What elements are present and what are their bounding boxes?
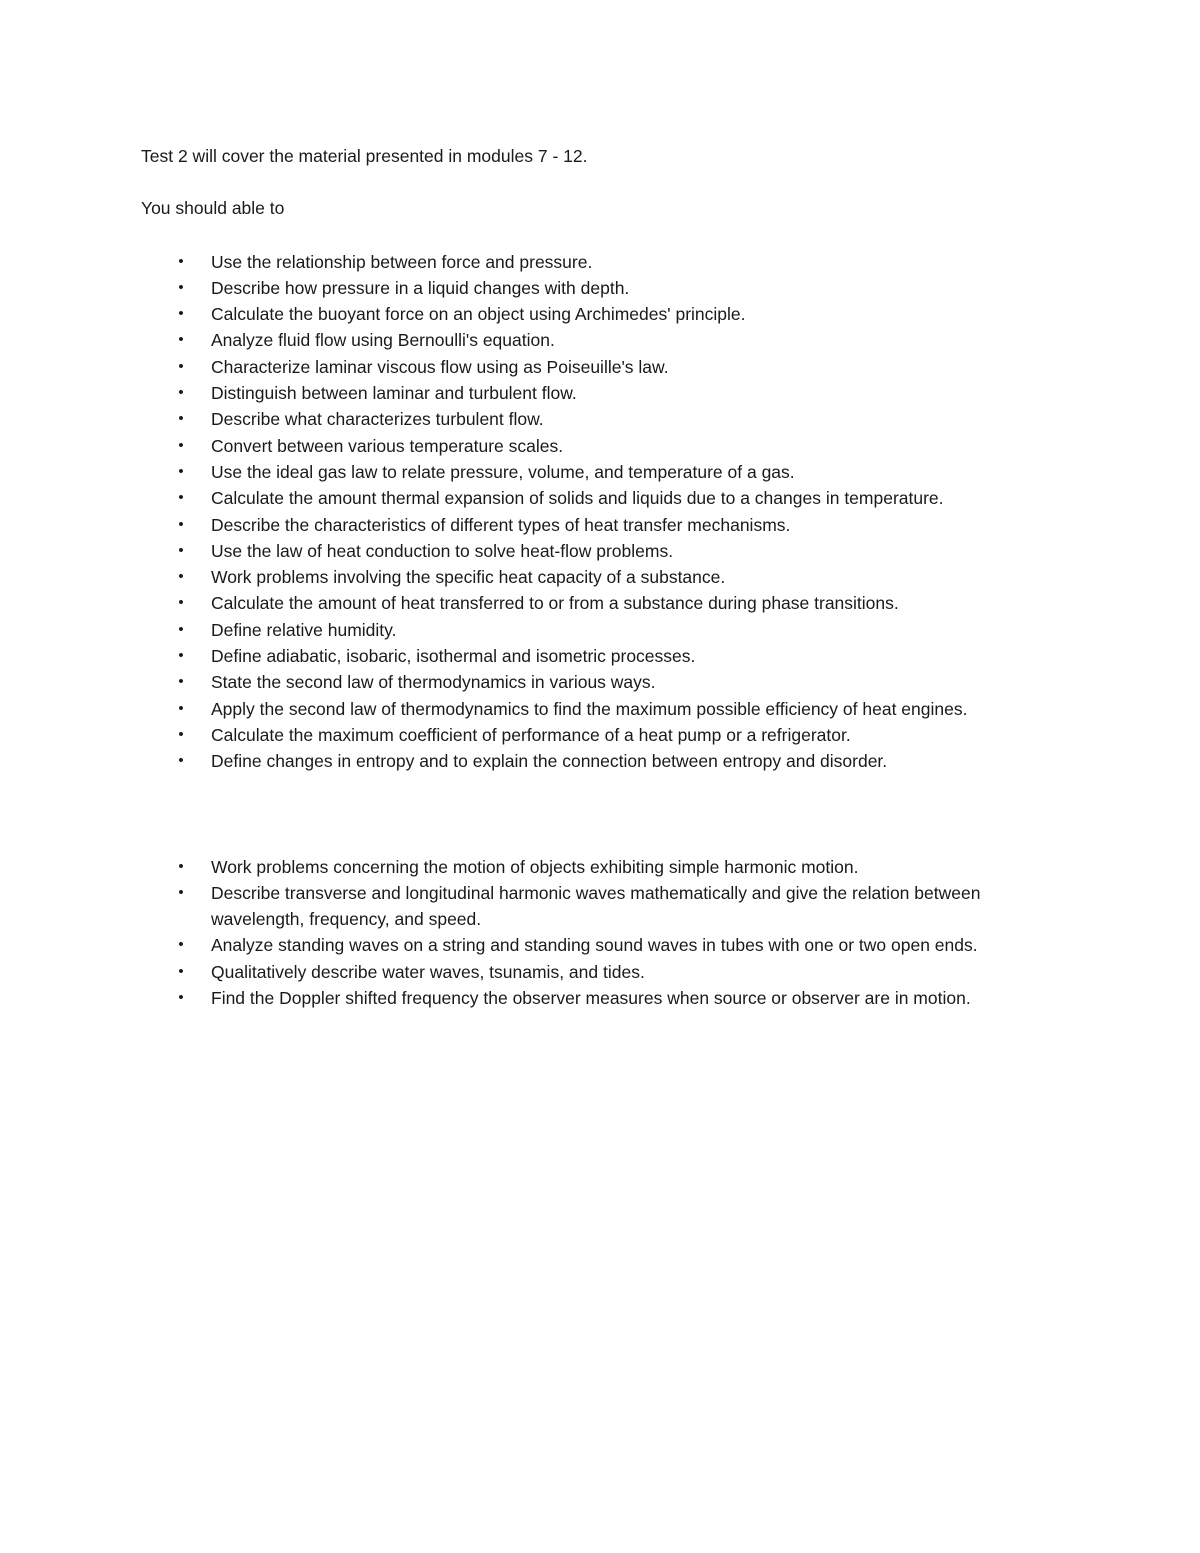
bullet-icon: • xyxy=(178,278,184,296)
list-item xyxy=(141,275,1061,301)
list-item-text: Apply the second law of thermodynamics to find the maximum possible efficiency of heat engines. xyxy=(211,698,968,719)
list-item-text: Calculate the amount of heat transferred to or from a substance during phase transitions. xyxy=(211,593,899,614)
list-item-text: Work problems involving the specific heat capacity of a substance. xyxy=(211,567,726,588)
list-item-text: Distinguish between laminar and turbulent flow. xyxy=(211,383,577,404)
list-item xyxy=(141,854,1061,880)
list-item-text: Describe how pressure in a liquid changes with depth. xyxy=(211,277,630,298)
bullet-icon: • xyxy=(178,252,184,270)
list-item-text: Use the relationship between force and pressure. xyxy=(211,251,593,272)
bullet-icon: • xyxy=(178,936,184,954)
list-item-text: Use the ideal gas law to relate pressure, volume, and temperature of a gas. xyxy=(211,461,795,482)
bullet-icon: • xyxy=(178,857,184,875)
list-item xyxy=(141,249,1061,275)
list-item xyxy=(141,748,1061,774)
bullet-icon: • xyxy=(178,699,184,717)
list-item-text: Work problems concerning the motion of objects exhibiting simple harmonic motion. xyxy=(211,856,859,877)
section-spacer xyxy=(141,775,1061,854)
list-item xyxy=(141,485,1061,511)
list-item-text: Describe the characteristics of different types of heat transfer mechanisms. xyxy=(211,514,791,535)
list-item xyxy=(141,959,1061,985)
list-item xyxy=(141,985,1061,1011)
list-item xyxy=(141,433,1061,459)
list-item xyxy=(141,512,1061,538)
list-item xyxy=(141,880,1061,933)
list-item xyxy=(141,590,1061,616)
list-item-text: Describe what characterizes turbulent flow. xyxy=(211,409,544,430)
list-item xyxy=(141,669,1061,695)
bullet-icon: • xyxy=(178,384,184,402)
bullet-icon: • xyxy=(178,410,184,428)
bullet-icon: • xyxy=(178,673,184,691)
list-item xyxy=(141,722,1061,748)
bullet-icon: • xyxy=(178,568,184,586)
list-item-text: Find the Doppler shifted frequency the observer measures when source or observer are in motion. xyxy=(211,988,971,1009)
list-item xyxy=(141,354,1061,380)
list-item xyxy=(141,459,1061,485)
list-item-text: Calculate the buoyant force on an object using Archimedes' principle. xyxy=(211,304,746,325)
list-item xyxy=(141,406,1061,432)
list-item xyxy=(141,538,1061,564)
list-item xyxy=(141,301,1061,327)
bullet-icon: • xyxy=(178,462,184,480)
list-item-text: Convert between various temperature scales. xyxy=(211,435,564,456)
bullet-icon: • xyxy=(178,647,184,665)
list-item xyxy=(141,932,1061,958)
list-item-text: Calculate the amount thermal expansion of solids and liquids due to a changes in temperature. xyxy=(211,488,944,509)
bullet-icon: • xyxy=(178,541,184,559)
list-item xyxy=(141,380,1061,406)
bullet-icon: • xyxy=(178,436,184,454)
bullet-icon: • xyxy=(178,883,184,901)
intro-paragraph: Test 2 will cover the material presented in modules 7 - 12. xyxy=(141,146,588,166)
list-item xyxy=(141,564,1061,590)
list-item xyxy=(141,643,1061,669)
list-item xyxy=(141,617,1061,643)
bullet-icon: • xyxy=(178,725,184,743)
list-item-text: Calculate the maximum coefficient of performance of a heat pump or a refrigerator. xyxy=(211,724,851,745)
bullet-icon: • xyxy=(178,620,184,638)
list-item-text: Analyze fluid flow using Bernoulli's equation. xyxy=(211,330,555,351)
lead-paragraph: You should able to xyxy=(141,198,285,219)
bullet-icon: • xyxy=(178,489,184,507)
bullet-icon: • xyxy=(178,752,184,770)
list-item xyxy=(141,696,1061,722)
objectives-list-waves xyxy=(141,854,1061,1012)
list-item-text: Define changes in entropy and to explain the connection between entropy and disorder. xyxy=(211,751,888,772)
bullet-icon: • xyxy=(178,331,184,349)
list-item-text: Characterize laminar viscous flow using as Poiseuille's law. xyxy=(211,356,669,377)
list-item-text: Use the law of heat conduction to solve heat-flow problems. xyxy=(211,540,674,561)
list-item-text: Qualitatively describe water waves, tsunamis, and tides. xyxy=(211,961,645,982)
document-body xyxy=(141,143,1061,1011)
list-item-text: State the second law of thermodynamics in various ways. xyxy=(211,672,656,693)
list-item-text: Define adiabatic, isobaric, isothermal and isometric processes. xyxy=(211,646,696,667)
list-item-text: Define relative humidity. xyxy=(211,619,397,640)
bullet-icon: • xyxy=(178,305,184,323)
bullet-icon: • xyxy=(178,594,184,612)
bullet-icon: • xyxy=(178,357,184,375)
list-item-text: Analyze standing waves on a string and standing sound waves in tubes with one or two open ends. xyxy=(211,935,978,956)
objectives-list-fluids-thermo xyxy=(141,249,1061,775)
bullet-icon: • xyxy=(178,989,184,1007)
bullet-icon: • xyxy=(178,515,184,533)
list-item xyxy=(141,327,1061,353)
bullet-icon: • xyxy=(178,962,184,980)
list-item-text: Describe transverse and longitudinal harmonic waves mathematically and give the relation between wavelength, frequency, and speed. xyxy=(211,882,981,930)
